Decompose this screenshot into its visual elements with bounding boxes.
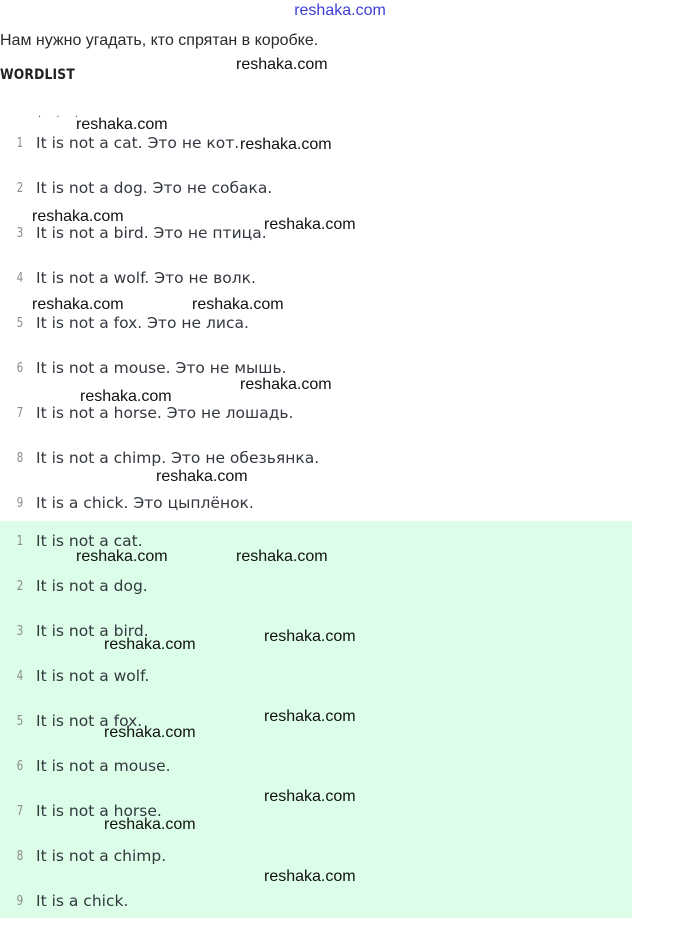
watermark: reshaka.com xyxy=(264,216,356,233)
list-item xyxy=(0,439,632,484)
list-item xyxy=(0,882,632,927)
item-text: It is not a bird. Это не птица. xyxy=(36,224,267,242)
watermark: reshaka.com xyxy=(264,628,356,645)
watermark: reshaka.com xyxy=(104,636,196,653)
item-text: It is not a horse. Это не лошадь. xyxy=(36,404,294,422)
item-number: 6 xyxy=(16,759,24,774)
item-number: 3 xyxy=(16,226,24,241)
item-text: It is not a wolf. xyxy=(36,667,150,685)
watermark: reshaka.com xyxy=(264,868,356,885)
item-number: 7 xyxy=(16,406,24,421)
list-item xyxy=(0,567,632,612)
site-header-link[interactable]: reshaka.com xyxy=(294,2,386,19)
item-text: It is not a dog. Это не собака. xyxy=(36,179,273,197)
watermark: reshaka.com xyxy=(192,296,284,313)
item-number: 9 xyxy=(16,894,24,909)
item-number: 9 xyxy=(16,496,24,511)
item-text: It is not a cat. Это не кот. xyxy=(36,134,240,152)
watermark: reshaka.com xyxy=(236,56,328,73)
list-item xyxy=(0,747,632,792)
item-text: It is not a fox. Это не лиса. xyxy=(36,314,249,332)
watermark: reshaka.com xyxy=(264,788,356,805)
watermark: reshaka.com xyxy=(32,296,124,313)
item-text: It is not a wolf. Это не волк. xyxy=(36,269,256,287)
list-item xyxy=(0,657,632,702)
item-text: It is not a fox. xyxy=(36,712,143,730)
watermark: reshaka.com xyxy=(156,468,248,485)
watermark: reshaka.com xyxy=(104,724,196,741)
item-number: 6 xyxy=(16,361,24,376)
item-text: It is a chick. Это цыплёнок. xyxy=(36,494,254,512)
watermark: reshaka.com xyxy=(32,208,124,225)
watermark: reshaka.com xyxy=(240,376,332,393)
item-number: 2 xyxy=(16,579,24,594)
item-number: 8 xyxy=(16,451,24,466)
item-number: 2 xyxy=(16,181,24,196)
item-text: It is not a dog. xyxy=(36,577,148,595)
item-text: It is not a cat. xyxy=(36,532,143,550)
item-text: It is not a mouse. xyxy=(36,757,171,775)
item-text: It is not a horse. xyxy=(36,802,162,820)
wordlist-list xyxy=(0,124,632,529)
item-number: 5 xyxy=(16,316,24,331)
wordlist-title: WORDLIST xyxy=(0,67,75,83)
watermark: reshaka.com xyxy=(104,816,196,833)
item-number: 8 xyxy=(16,849,24,864)
item-number: 3 xyxy=(16,624,24,639)
watermark: reshaka.com xyxy=(236,548,328,565)
watermark: reshaka.com xyxy=(80,388,172,405)
watermark: reshaka.com xyxy=(76,548,168,565)
dots-icon: · · · xyxy=(38,112,84,123)
item-number: 7 xyxy=(16,804,24,819)
item-number: 4 xyxy=(16,271,24,286)
item-text: It is not a chimp. Это не обезьянка. xyxy=(36,449,320,467)
item-text: It is not a mouse. Это не мышь. xyxy=(36,359,287,377)
item-number: 5 xyxy=(16,714,24,729)
watermark: reshaka.com xyxy=(76,116,168,133)
watermark: reshaka.com xyxy=(264,708,356,725)
item-number: 1 xyxy=(16,136,24,151)
item-text: It is not a chimp. xyxy=(36,847,167,865)
item-number: 4 xyxy=(16,669,24,684)
watermark: reshaka.com xyxy=(240,136,332,153)
item-number: 1 xyxy=(16,534,24,549)
item-text: It is not a bird. xyxy=(36,622,149,640)
item-text: It is a chick. xyxy=(36,892,129,910)
task-instruction: Нам нужно угадать, кто спрятан в коробке. xyxy=(0,32,319,49)
